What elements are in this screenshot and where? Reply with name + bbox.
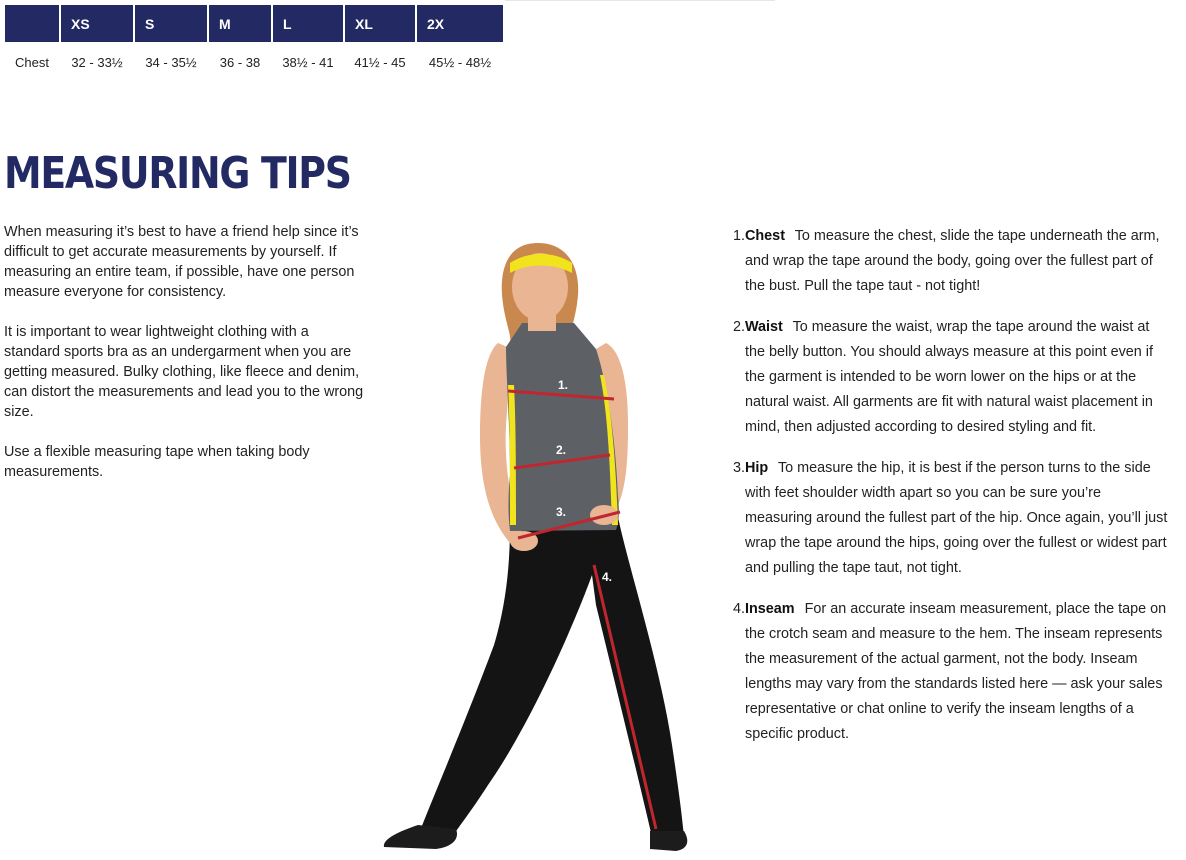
header-cell-2x: 2X — [417, 5, 503, 42]
row-label-chest: Chest — [15, 54, 49, 70]
tip-text: To measure the chest, slide the tape underneath the arm, and wrap the tape around the body, going over the fullest part of the bust. Pull the tape taut - not tight! — [745, 228, 1160, 294]
label-waist-number: 2. — [556, 443, 567, 457]
shoe-left — [384, 825, 457, 849]
tip-body — [745, 597, 1168, 747]
size-chart-header-row — [5, 5, 505, 42]
tip-text: To measure the hip, it is best if the person turns to the side with feet shoulder width apart so you can be sure you’re measuring around the fullest part of the hip. Once again, you’ll just wrap the tape around the hips, going over the fullest or widest part and pulling the tape taut, not tight. — [745, 460, 1168, 576]
label-chest-number: 1. — [558, 378, 569, 392]
table-cell: 45½ - 48½ — [428, 54, 492, 70]
tip-number: 3. — [732, 460, 745, 476]
header-cell-s: S — [135, 5, 207, 42]
tip-body — [745, 224, 1168, 299]
tip-term: Hip — [745, 460, 769, 476]
tip-inseam — [728, 597, 1168, 747]
top-divider — [505, 0, 775, 1]
tip-text: To measure the waist, wrap the tape around the waist at the belly button. You should always measure at this point even if the garment is intended to be worn lower on the hips or at the natural waist. All garments are fit with natural waist placement in mind, then adjusted according to desired styling and fit. — [745, 319, 1153, 435]
label-inseam-number: 4. — [602, 570, 613, 584]
header-cell-blank — [5, 5, 59, 42]
measurement-figure — [360, 225, 720, 855]
intro-paragraph: When measuring it’s best to have a friend help since it’s difficult to get accurate measurements by yourself. If measuring an entire team, if possible, have one person measure everyone for consistency. — [4, 224, 359, 300]
intro-text — [4, 222, 364, 502]
page-title: MEASURING TIPS — [4, 148, 351, 199]
tip-number: 1. — [732, 228, 745, 244]
table-cell: 41½ - 45 — [354, 54, 406, 70]
table-cell: 32 - 33½ — [71, 54, 123, 70]
tip-term: Chest — [745, 228, 785, 244]
table-cell: 36 - 38 — [219, 54, 261, 70]
shoe-right — [650, 831, 687, 851]
label-hip-number: 3. — [556, 505, 567, 519]
header-cell-m: M — [209, 5, 271, 42]
tip-chest — [728, 224, 1168, 299]
header-cell-l: L — [273, 5, 343, 42]
table-cell: 34 - 35½ — [145, 54, 197, 70]
tip-text: For an accurate inseam measurement, place the tape on the crotch seam and measure to the hem. The inseam represents the measurement of the actual garment, not the body. Inseam lengths may vary from the standards listed here — ask your sales representative or chat online to verify the inseam lengths of a specific product. — [745, 601, 1167, 742]
size-chart-table — [5, 5, 505, 82]
tip-term: Inseam — [745, 601, 795, 617]
tip-body — [745, 456, 1168, 581]
tip-waist — [728, 315, 1168, 440]
tip-body — [745, 315, 1168, 440]
tip-number: 4. — [732, 601, 745, 617]
header-cell-xl: XL — [345, 5, 415, 42]
pants-shape — [420, 517, 684, 837]
intro-paragraph: Use a flexible measuring tape when taking body measurements. — [4, 444, 310, 480]
tip-hip — [728, 456, 1168, 581]
table-cell: 38½ - 41 — [282, 54, 334, 70]
tip-term: Waist — [745, 319, 783, 335]
table-row — [5, 42, 505, 82]
header-cell-xs: XS — [61, 5, 133, 42]
tip-number: 2. — [732, 319, 745, 335]
intro-paragraph: It is important to wear lightweight clothing with a standard sports bra as an undergarment when you are getting measured. Bulky clothing, like fleece and denim, can distort the measurements and lead you to the wrong size. — [4, 324, 364, 420]
model-illustration — [360, 225, 720, 855]
measuring-tips-list — [728, 224, 1168, 763]
